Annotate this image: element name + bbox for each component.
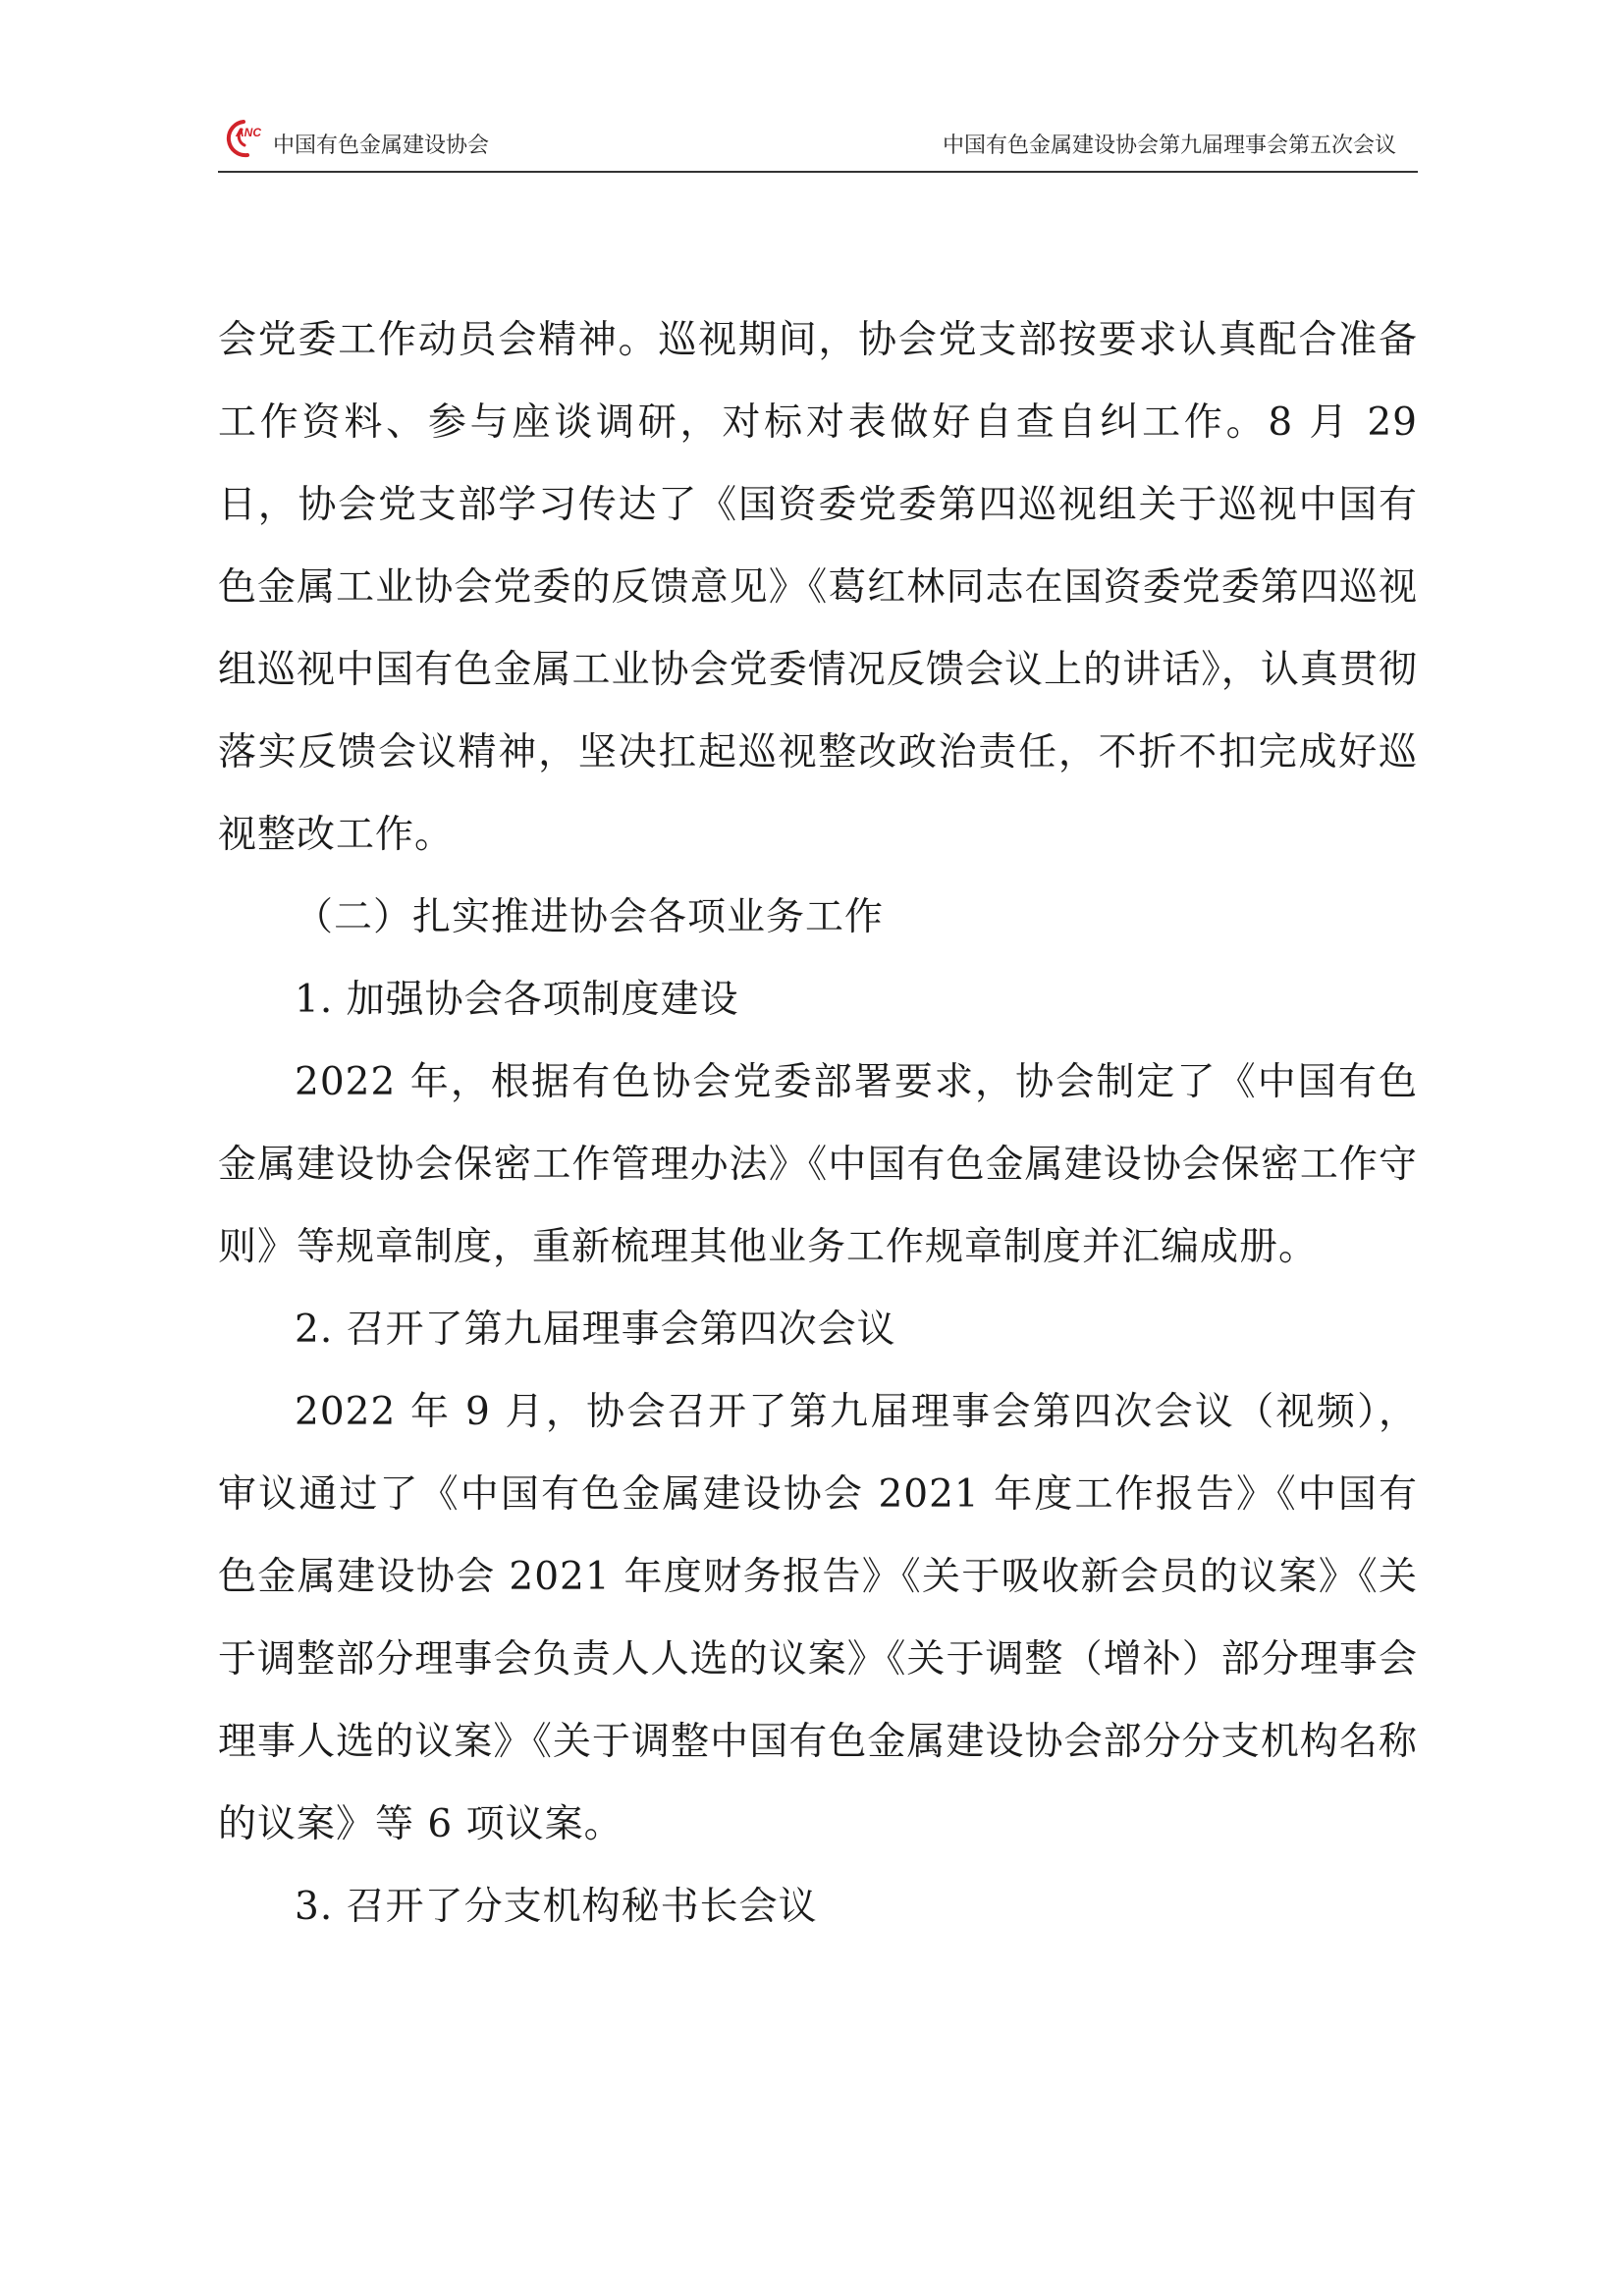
paragraph-rules: 2022 年，根据有色协会党委部署要求，协会制定了《中国有色金属建设协会保密工作管理办法》《中国有色金属建设协会保密工作守则》等规章制度，重新梳理其他业务工作规章制度并汇编成册。 [218, 1060, 1418, 1269]
paragraph-council-meeting: 2022 年 9 月，协会召开了第九届理事会第四次会议（视频），审议通过了《中国有色金属建设协会 2021 年度工作报告》《中国有色金属建设协会 2021 年度财务报告》《关于吸收新会员的议案》《关于调整部分理事会负责人人选的议案》《关于调整（增补）部分理事会理事人选的议案》《关于调整中国有色金属建设协会部分分支机构名称的议案》等 6 项议案。 [218, 1390, 1418, 1846]
organization-name: 中国有色金属建设协会 [273, 133, 490, 158]
paragraph-inspection: 会党委工作动员会精神。巡视期间，协会党支部按要求认真配合准备工作资料、参与座谈调研，对标对表做好自查自纠工作。8 月 29 日，协会党支部学习传达了《国资委党委第四巡视组关于巡视中国有色金属工业协会党委的反馈意见》《葛红林同志在国资委党委第四巡视组巡视中国有色金属工业协会党委情况反馈会议上的讲话》，认真贯彻落实反馈会议精神，坚决扛起巡视整改政治责任，不折不扣完成好巡视整改工作。 [218, 318, 1418, 857]
subheading-secretary-meeting: 3. 召开了分支机构秘书长会议 [295, 1885, 818, 1929]
subheading-rules: 1. 加强协会各项制度建设 [295, 978, 739, 1022]
meeting-title: 中国有色金属建设协会第九届理事会第五次会议 [942, 133, 1396, 158]
subheading-council-meeting: 2. 召开了第九届理事会第四次会议 [295, 1308, 896, 1352]
anc-logo-icon [218, 116, 273, 159]
section-heading-business: （二）扎实推进协会各项业务工作 [295, 895, 885, 939]
svg-text:ANC: ANC [236, 126, 261, 139]
document-body [218, 299, 1418, 1949]
page-header [218, 116, 1418, 173]
